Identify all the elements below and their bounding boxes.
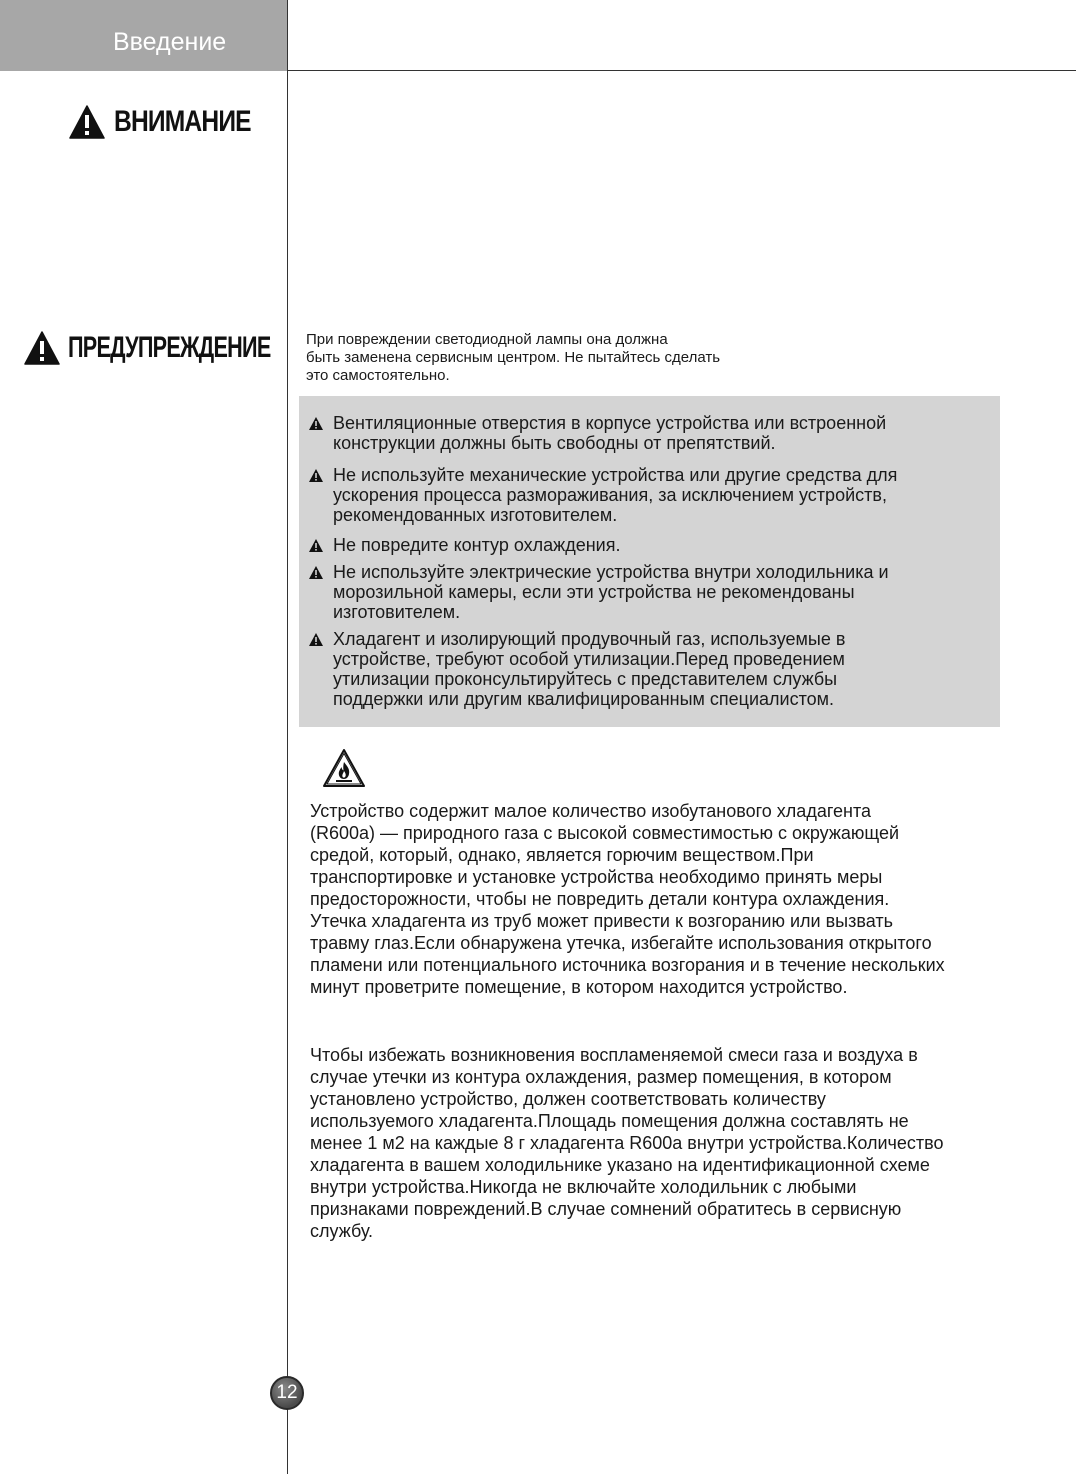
warning-bullet-icon [309, 539, 323, 552]
paragraph-line: предосторожности, чтобы не повредить детали контура охлаждения. [310, 889, 890, 909]
paragraph-line: используемого хладагента.Площадь помещения должна составлять не [310, 1111, 909, 1131]
header-divider [287, 70, 1076, 71]
paragraph-line: средой, который, однако, является горючим веществом.При [310, 845, 814, 865]
warning-item [309, 413, 989, 453]
warning-triangle-icon [69, 105, 105, 139]
warning-item [309, 465, 989, 525]
warning-triangle-icon [24, 331, 60, 365]
paragraph-line: Устройство содержит малое количество изобутанового хладагента [310, 801, 872, 821]
attention-label [69, 102, 281, 142]
page-number-badge: 12 [270, 1376, 304, 1410]
warning-line: Вентиляционные отверстия в корпусе устройства или встроенной [333, 413, 887, 433]
paragraph-line: службу. [310, 1221, 374, 1241]
warnings-box [299, 396, 1000, 727]
warning-line: Не используйте электрические устройства внутри холодильника и [333, 562, 889, 582]
warning-line: конструкции должны быть свободны от препятствий. [333, 433, 776, 453]
warning-item [309, 535, 989, 555]
led-lamp-note [306, 331, 786, 385]
led-note-line: При повреждении светодиодной лампы она должна [306, 331, 668, 348]
led-note-line: это самостоятельно. [306, 367, 450, 384]
paragraph-line: транспортировке и установке устройства необходимо принять меры [310, 867, 883, 887]
paragraph-line: случае утечки из контура охлаждения, размер помещения, в котором [310, 1067, 892, 1087]
warning-bullet-icon [309, 633, 323, 646]
room-size-paragraph [310, 1044, 1030, 1242]
paragraph-line: менее 1 м2 на каждые 8 г хладагента R600a внутри устройства.Количество [310, 1133, 944, 1153]
warning-bullet-icon [309, 566, 323, 579]
paragraph-line: (R600a) — природного газа с высокой совместимостью с окружающей [310, 823, 900, 843]
paragraph-line: признаками повреждений.В случае сомнений обратитесь в сервисную [310, 1199, 902, 1219]
warning-item [309, 562, 989, 622]
paragraph-line: пламени или потенциального источника возгорания и в течение нескольких [310, 955, 945, 975]
flammable-refrigerant-paragraph [310, 800, 1030, 998]
paragraph-line: Утечка хладагента из труб может привести к возгоранию или вызвать [310, 911, 893, 931]
paragraph-line: хладагента в вашем холодильнике указано на идентификационной схеме [310, 1155, 930, 1175]
attention-text: ВНИМАНИЕ [114, 105, 251, 138]
warning-line: морозильной камеры, если эти устройства не рекомендованы [333, 582, 855, 602]
warning-line: Не повредите контур охлаждения. [333, 535, 621, 555]
warning-line: утилизации проконсультируйтесь с представителем службы [333, 669, 838, 689]
section-title: Введение [113, 28, 227, 56]
warning-bullet-icon [309, 417, 323, 430]
warning-label [24, 328, 349, 368]
paragraph-line: внутри устройства.Никогда не включайте холодильник с любыми [310, 1177, 857, 1197]
warning-line: рекомендованных изготовителем. [333, 505, 618, 525]
section-header-tab [0, 0, 287, 71]
warning-line: Хладагент и изолирующий продувочный газ, используемые в [333, 629, 846, 649]
warning-line: устройстве, требуют особой утилизации.Перед проведением [333, 649, 845, 669]
warning-item [309, 629, 989, 709]
paragraph-line: установлено устройство, должен соответствовать количеству [310, 1089, 826, 1109]
paragraph-line: травму глаз.Если обнаружена утечка, избегайте использования открытого [310, 933, 932, 953]
warning-line: поддержки или другим квалифицированным специалистом. [333, 689, 835, 709]
paragraph-line: Чтобы избежать возникновения воспламеняемой смеси газа и воздуха в [310, 1045, 918, 1065]
warning-bullet-icon [309, 469, 323, 482]
paragraph-line: минут проветрите помещение, в котором находится устройство. [310, 977, 848, 997]
warning-line: ускорения процесса размораживания, за исключением устройств, [333, 485, 887, 505]
flammable-warning-icon [322, 748, 366, 788]
warning-text: ПРЕДУПРЕЖДЕНИЕ [68, 331, 271, 364]
led-note-line: быть заменена сервисным центром. Не пытайтесь сделать [306, 349, 721, 366]
warning-line: изготовителем. [333, 602, 461, 622]
warning-line: Не используйте механические устройства или другие средства для [333, 465, 898, 485]
column-divider [287, 0, 288, 1474]
